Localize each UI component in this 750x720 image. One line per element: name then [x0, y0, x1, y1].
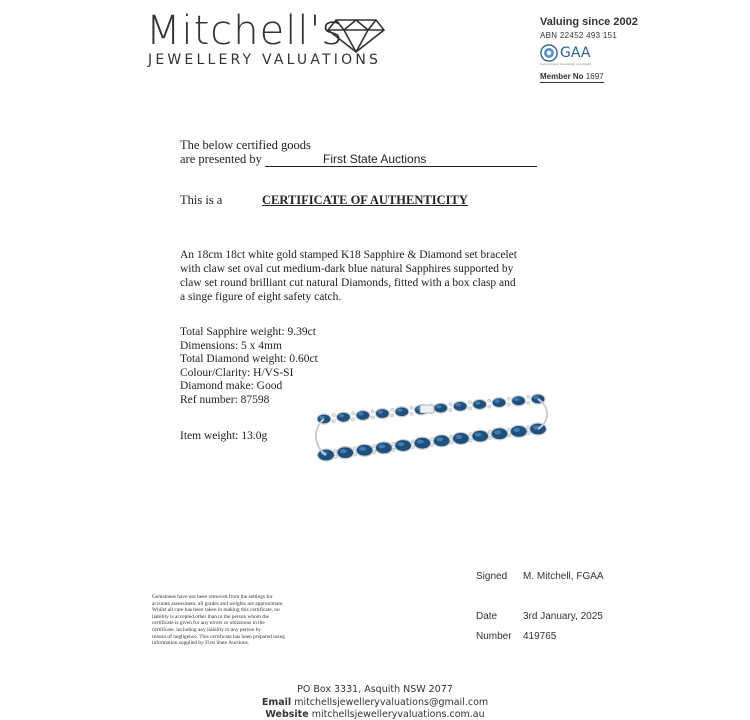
disclaimer-line: certificate is given for any errors or omissions in the	[152, 620, 265, 627]
member-number	[540, 72, 604, 83]
diamond-stone	[488, 399, 491, 402]
footer-website-value[interactable]: mitchellsjewelleryvaluations.com.au	[311, 709, 485, 720]
diamond-stone	[353, 453, 356, 456]
diamond-stone	[527, 432, 530, 435]
diamond-stone	[449, 409, 452, 412]
diamond-stone	[332, 419, 335, 422]
member-label: Member No	[540, 72, 584, 81]
brand-name: Mitchell's	[146, 8, 344, 54]
spec-colour-clarity: Colour/Clarity: H/VS-SI	[180, 366, 294, 379]
diamond-stone	[371, 416, 374, 419]
item-weight: Item weight: 13.0g	[180, 430, 268, 442]
disclaimer-line: information supplied by First State Auctions.	[152, 640, 250, 647]
description-line: An 18cm 18ct white gold stamped K18 Sapphire & Diamond set bracelet	[180, 249, 517, 261]
diamond-stone	[450, 441, 453, 444]
footer-website	[0, 709, 750, 720]
description-line: claw set round brilliant cut natural Diamonds, fitted with a box clasp and	[180, 277, 516, 289]
sapphire-stone	[434, 403, 448, 413]
diamond-stone	[392, 448, 395, 451]
disclaimer-line: liability is accepted other than to the person whom the	[152, 613, 269, 620]
diamond-stone	[352, 412, 355, 415]
sapphire-stone	[453, 401, 467, 411]
sapphire-highlight	[475, 401, 481, 405]
specifications-list	[180, 326, 318, 408]
sapphire-stone	[473, 399, 487, 409]
sapphire-highlight	[456, 435, 463, 439]
sapphire-highlight	[378, 410, 384, 414]
spec-diamond-make: Diamond make: Good	[180, 380, 283, 393]
box-clasp	[420, 405, 434, 413]
accreditation-block	[540, 16, 638, 84]
sapphire-stone	[375, 409, 389, 419]
sapphire-stone	[512, 396, 526, 406]
disclaimer-line: Whilst all care has been taken in making this certificate, no	[152, 607, 280, 614]
diamond-stone	[468, 407, 471, 410]
number-value: 419765	[523, 631, 557, 642]
footer-website-label: Website	[265, 709, 309, 720]
date-label: Date	[476, 611, 498, 622]
sapphire-stone	[395, 407, 409, 417]
footer-email-value[interactable]: mitchellsjewelleryvaluations@gmail.com	[294, 697, 489, 708]
sapphire-highlight	[359, 447, 366, 451]
presented-by-label: are presented by	[180, 152, 262, 166]
sapphire-highlight	[339, 414, 345, 418]
sapphire-highlight	[398, 442, 405, 446]
gaa-tagline: Gemmologists Association of Australia	[540, 62, 591, 66]
disclaimer	[152, 594, 342, 647]
sapphire-highlight	[436, 437, 443, 441]
gaa-badge	[540, 44, 638, 62]
number-label: Number	[476, 631, 512, 642]
sapphire-highlight	[475, 432, 482, 436]
sapphire-highlight	[513, 428, 520, 432]
spec-dimensions: Dimensions: 5 x 4mm	[180, 339, 282, 352]
sapphire-stone	[336, 412, 350, 422]
diamond-stone	[332, 413, 335, 416]
footer-address: PO Box 3331, Asquith NSW 2077	[297, 684, 453, 695]
diamond-stone	[488, 436, 491, 439]
sapphire-highlight	[378, 444, 385, 448]
gaa-seal-icon	[540, 44, 558, 62]
diamond-stone	[527, 395, 530, 398]
diamond-stone	[373, 450, 376, 453]
bracelet-photo	[312, 393, 550, 473]
signed-label: Signed	[476, 571, 508, 582]
diamond-stone	[469, 439, 472, 442]
sapphire-highlight	[417, 440, 424, 444]
disclaimer-line: certificate, including any liability to any person by	[152, 626, 261, 633]
sapphire-stone	[356, 410, 370, 420]
spec-diamond-weight: Total Diamond weight: 0.60ct	[180, 353, 318, 366]
signed-value: M. Mitchell, FGAA	[523, 571, 604, 582]
sapphire-highlight	[397, 408, 403, 412]
disclaimer-line: reason of negligence. This certificate has been prepared using	[152, 633, 285, 640]
diamond-stone	[449, 403, 452, 406]
sapphire-highlight	[319, 416, 325, 420]
diamond-stone	[390, 408, 393, 411]
disclaimer-line: Gemstones have not been removed from the settings for	[152, 594, 273, 600]
description-line: a singe figure of eight safety catch.	[180, 291, 342, 303]
valuing-since: Valuing since 2002	[540, 16, 638, 28]
sapphire-highlight	[436, 405, 442, 409]
sapphire-highlight	[455, 403, 461, 407]
presented-by-value: First State Auctions	[265, 152, 537, 167]
disclaimer-line: accurate assessment, all grades and weights are approximate.	[152, 600, 284, 607]
diamond-stone	[334, 455, 337, 458]
certificate-title: CERTIFICATE OF AUTHENTICITY	[262, 193, 468, 207]
footer-email-label: Email	[261, 697, 292, 708]
diamond-stone	[410, 406, 413, 409]
diamond-logo-icon	[326, 14, 386, 54]
diamond-stone	[488, 405, 491, 408]
sapphire-highlight	[358, 412, 364, 416]
gaa-label: GAA	[560, 45, 591, 61]
diamond-stone	[371, 410, 374, 413]
sapphire-highlight	[494, 399, 500, 403]
diamond-stone	[390, 414, 393, 417]
diamond-stone	[527, 401, 530, 404]
intro-line: The below certified goods	[180, 138, 311, 152]
sapphire-highlight	[533, 396, 539, 400]
item-description	[180, 248, 560, 304]
member-number-value: 1697	[585, 72, 604, 81]
sapphire-highlight	[340, 449, 347, 453]
sapphire-highlight	[494, 430, 501, 434]
abn-number: ABN 22452 493 151	[540, 31, 618, 40]
diamond-stone	[507, 434, 510, 437]
spec-ref-number: Ref number: 87598	[180, 393, 270, 406]
diamond-stone	[507, 397, 510, 400]
presented-by-line	[180, 152, 537, 167]
diamond-stone	[507, 403, 510, 406]
spec-sapphire-weight: Total Sapphire weight: 9.39ct	[180, 326, 316, 338]
diamond-stone	[430, 443, 433, 446]
sapphire-stone	[492, 398, 506, 408]
diamond-stone	[410, 412, 413, 415]
description-line: with claw set oval cut medium-dark blue natural Sapphires supported by	[180, 263, 514, 275]
diamond-stone	[352, 418, 355, 421]
diamond-stone	[411, 446, 414, 449]
this-is-label: This is a	[180, 193, 223, 207]
brand-subtitle: JEWELLERY VALUATIONS	[148, 52, 382, 68]
diamond-stone	[468, 401, 471, 404]
sapphire-highlight	[514, 398, 520, 402]
date-value: 3rd January, 2025	[523, 611, 603, 622]
footer-email	[0, 697, 750, 708]
